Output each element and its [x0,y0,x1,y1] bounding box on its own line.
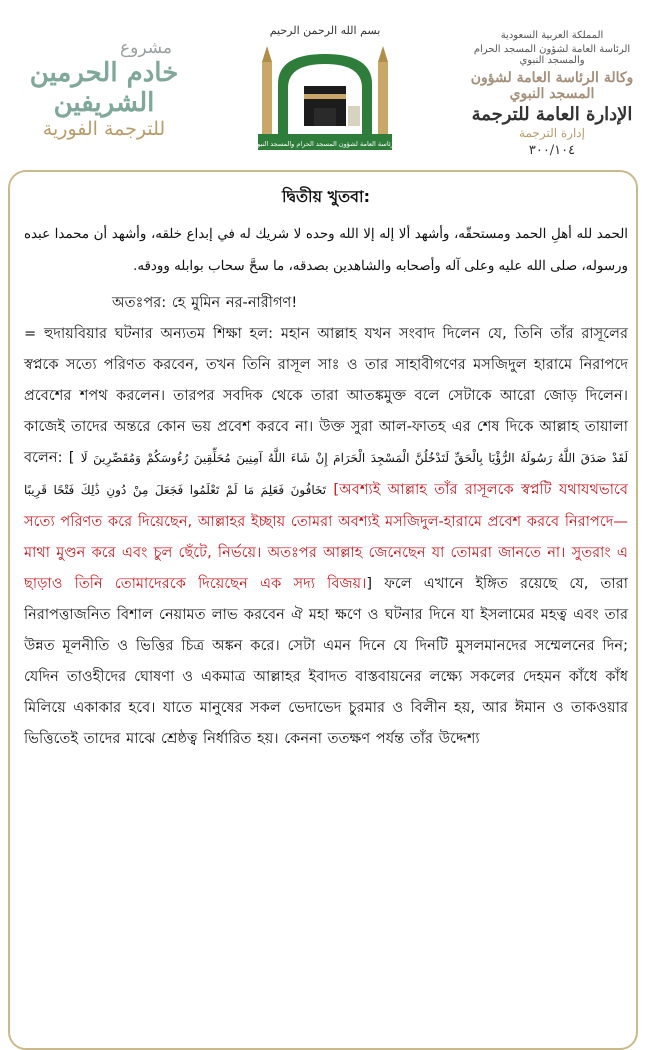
logo-left-line3: للترجمة الفورية [42,118,166,140]
kaaba-icon [252,22,398,156]
quran-verse: لَقَدْ صَدَقَ اللَّهُ رَسُولَهُ الرُّؤْيَا بِالْحَقِّ لَتَدْخُلُنَّ الْمَسْجِدَ الْحَرَامَ إِنْ شَاءَ اللَّهُ آمِنِينَ مُحَلِّقِينَ رُءُوسَكُمْ وَمُقَصِّرِينَ لَا تَخَافُونَ فَعَلِمَ مَا لَمْ تَعْلَمُوا فَجَعَلَ مِنْ دُونِ ذَٰلِكَ فَتْحًا قَرِيبًا [24,451,628,497]
presidency-header-logo [462,30,642,158]
kaaba-emblem [252,22,398,156]
page-title: দ্বিতীয় খুতবা: [281,187,371,206]
logo-right-line3: وكالة الرئاسة العامة لشؤون المسجد النبوي [470,70,634,102]
page-header [0,0,650,168]
emblem-banner-text: الرئاسة العامة لشؤون المسجد الحرام والمسجد النبوي [252,140,398,148]
bismillah-text: بسم الله الرحمن الرحيم [269,24,381,37]
logo-left-line2: خادم الحرمين الشريفين [29,58,179,118]
logo-right-line4: الإدارة العامة للترجمة [471,104,633,125]
arabic-intro: الحمد لله أهلِ الحمد ومستحقّه، وأشهد ألا إله إلا الله وحده لا شريك له في إبداع خلقه، وأشهد أن محمدا عبده ورسوله، صلى الله عليه وعلى آله وأصحابه والشاهدين بصدقه، ما سحَّ سحاب بوابله وودقه. [24,227,628,274]
logo-right-line2: الرئاسة العامة لشؤون المسجد الحرام والمسجد النبوي [473,44,631,66]
logo-right-line1: المملكة العربية السعودية [500,30,604,41]
address-line: অতঃপর: হে মুমিন নর-নারীগণ! [112,294,298,311]
paragraph-after-quote: ] ফলে এখানে ইঙ্গিত রয়েছে যে, তারা নিরাপত্তাজনিত বিশাল নেয়ামত লাভ করবেন ঐ মহা ক্ষণে ও ঘটনার দিনে যা ইসলামের মহত্ব এবং তার উন্নত মূলনীতি ও ভিত্তির চিত্র অঙ্কন করে। সেটা এমন দিনে যে দিনটি মুসলমানদের সম্মেলনের দিন; যেদিন তাওহীদের ঘোষণা ও একমাত্র আল্লাহর ইবাদত বাস্তবায়নের লক্ষ্যে সকলের দেহমন কাঁধে কাঁধ মিলিয়ে একাকার হবে। যাতে মানুষের সকল ভেদাভেদ চুরমার ও বিলীন হয়, আর ঈমান ও তাকওয়ার ভিত্তিতেই তাদের মাঝে শ্রেষ্ঠত্ব নির্ধারিত হয়। কেননা ততক্ষণ পর্যন্ত তাঁর উদ্দেশ্য [24,575,628,747]
paragraph-before-quote: = হুদায়বিয়ার ঘটনার অন্যতম শিক্ষা হল: মহান আল্লাহ যখন সংবাদ দিলেন যে, তিনি তাঁর রাসূলের স্বপ্নকে সত্যে পরিণত করবেন, তখন তিনি রাসূল সাঃ ও তার সাহাবীগণের মসজিদুল হারামে নিরাপদে প্রবেশের শপথ করলেন। তারপর সবদিক থেকে তারা আতঙ্কমুক্ত বলে সেটাকে আরো জোড় দিলেন। কাজেই তাদের অন্তরে কোন ভয় প্রবেশ করবে না। উক্ত সুরা আল-ফাতহ এর শেষ দিকে আল্লাহ তায়ালা বলেন: [ [24,325,628,466]
reference-number: ٣٠٠/١٠٤ [528,143,576,158]
main-paragraph [24,318,628,754]
sermon-body [24,184,628,754]
logo-left-line1: مشروع [119,38,172,58]
verse-translation: [অবশ্যই আল্লাহ তাঁর রাসূলকে স্বপ্নটি যথাযথভাবে সত্যে পরিণত করে দিয়েছেন, আল্লাহর ইচ্ছায় তোমরা অবশ্যই মসজিদুল-হারামে প্রবেশ করবে নিরাপদে—মাথা মুণ্ডন করে এবং চুল ছেঁটে, নির্ভয়ে। অতঃপর আল্লাহ জেনেছেন যা তোমরা জানতে না। সুতরাং এ ছাড়াও তিনি তোমাদেরকে দিয়েছেন এক সদ্য বিজয়। [24,481,629,592]
logo-right-line5: إدارة الترجمة [519,126,585,140]
translation-project-logo [6,38,202,146]
